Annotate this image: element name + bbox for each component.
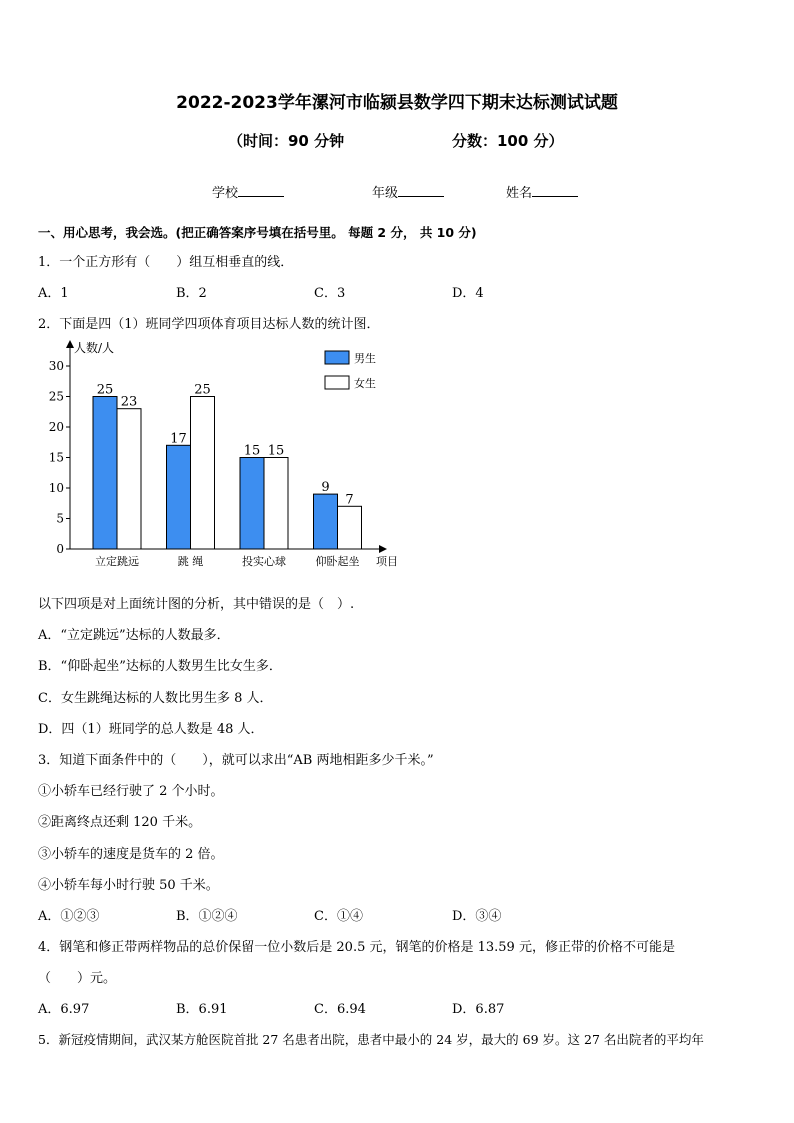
q3-option-d: D．③④ [452,909,502,924]
x-category-label: 立定跳远 [95,555,139,568]
school-label: 学校 [212,186,239,201]
q1-option-a: A．1 [38,286,69,301]
bar-boys [314,494,338,549]
bar-boys [240,458,264,550]
name-label: 姓名 [506,186,533,201]
y-tick-label: 20 [48,420,64,434]
data-label: 7 [345,492,354,508]
data-label: 15 [243,443,261,459]
x-category-label: 跳 绳 [177,555,204,568]
y-tick-label: 30 [48,359,64,373]
grade-blank [398,184,444,197]
q4-option-c: C．6.94 [314,1002,366,1017]
exam-time: （时间：90 分钟 [228,132,345,150]
legend-label-boys: 男生 [354,352,376,365]
q3-option-a: A．①②③ [38,909,100,924]
bar-boys [167,445,191,549]
data-label: 17 [170,431,187,447]
y-tick-label: 0 [56,542,64,556]
y-tick-label: 5 [56,511,64,526]
q4-stem: 4．钢笔和修正带两样物品的总价保留一位小数后是 20.5 元，钢笔的价格是 13.59 元，修正带的价格不可能是 [38,940,675,955]
q2-option-a: A．“立定跳远”达标的人数最多． [38,628,230,643]
bar-girls [264,458,288,550]
bar-girls [117,409,141,549]
school-blank [238,184,284,197]
legend-swatch-boys [325,351,349,364]
q1-option-c: C．3 [314,286,346,301]
bar-chart [40,336,410,576]
legend-label-girls: 女生 [354,377,376,390]
q2-option-b: B．“仰卧起坐”达标的人数男生比女生多． [38,659,282,674]
q4-option-a: A．6.97 [38,1002,90,1017]
section-heading: 一、用心思考，我会选。(把正确答案序号填在括号里。 每题 2 分， 共 10 分) [38,225,477,240]
q3-option-b: B．①②④ [176,909,238,924]
q4-stem-2: （ ）元。 [38,971,117,986]
q1-option-b: B．2 [176,286,207,301]
name-field [506,182,578,201]
q3-option-c: C．①④ [314,909,363,924]
grade-field [372,182,444,201]
q3-condition-1: ①小轿车已经行驶了 2 个小时。 [38,784,224,799]
bar-boys [93,397,117,550]
data-label: 25 [96,382,114,398]
y-axis-label: 人数/人 [74,341,115,355]
q4-option-b: B．6.91 [176,1002,228,1017]
q3-condition-2: ②距离终点还剩 120 千米。 [38,815,202,830]
page-title: 2022-2023学年漯河市临颍县数学四下期末达标测试试题 [176,93,618,113]
exam-score: 分数：100 分） [452,132,564,150]
bar-girls [338,506,362,549]
q3-condition-3: ③小轿车的速度是货车的 2 倍。 [38,847,224,862]
q3-stem: 3．知道下面条件中的（ ），就可以求出“AB 两地相距多少千米。” [38,753,434,768]
data-label: 15 [267,443,285,459]
data-label: 9 [321,480,330,496]
q2-option-c: C．女生跳绳达标的人数比男生多 8 人． [38,691,273,706]
bar-girls [191,397,215,550]
q5-stem: 5．新冠疫情期间，武汉某方舱医院首批 27 名患者出院，患者中最小的 24 岁，最大的 69 岁。这 27 名出院者的平均年 [38,1032,704,1047]
q2-stem: 2．下面是四（1）班同学四项体育项目达标人数的统计图． [38,317,380,332]
name-blank [532,184,578,197]
q2-after: 以下四项是对上面统计图的分析，其中错误的是（ ）. [38,597,355,612]
school-field [212,182,284,201]
y-tick-label: 10 [48,481,64,495]
q4-option-d: D．6.87 [452,1002,505,1017]
q1-option-d: D．4 [452,286,484,301]
data-label: 25 [194,382,211,398]
x-axis-label: 项目 [376,555,398,568]
x-category-label: 仰卧起坐 [315,555,360,568]
q1-stem: 1．一个正方形有（ ）组互相垂直的线． [38,255,294,270]
y-tick-label: 25 [48,389,64,404]
y-tick-label: 15 [48,450,64,465]
legend-swatch-girls [325,376,349,389]
q2-option-d: D．四（1）班同学的总人数是 48 人． [38,722,264,737]
grade-label: 年级 [372,186,399,201]
x-category-label: 投实心球 [242,555,286,568]
data-label: 23 [120,394,138,410]
q3-condition-4: ④小轿车每小时行驶 50 千米。 [38,878,219,893]
